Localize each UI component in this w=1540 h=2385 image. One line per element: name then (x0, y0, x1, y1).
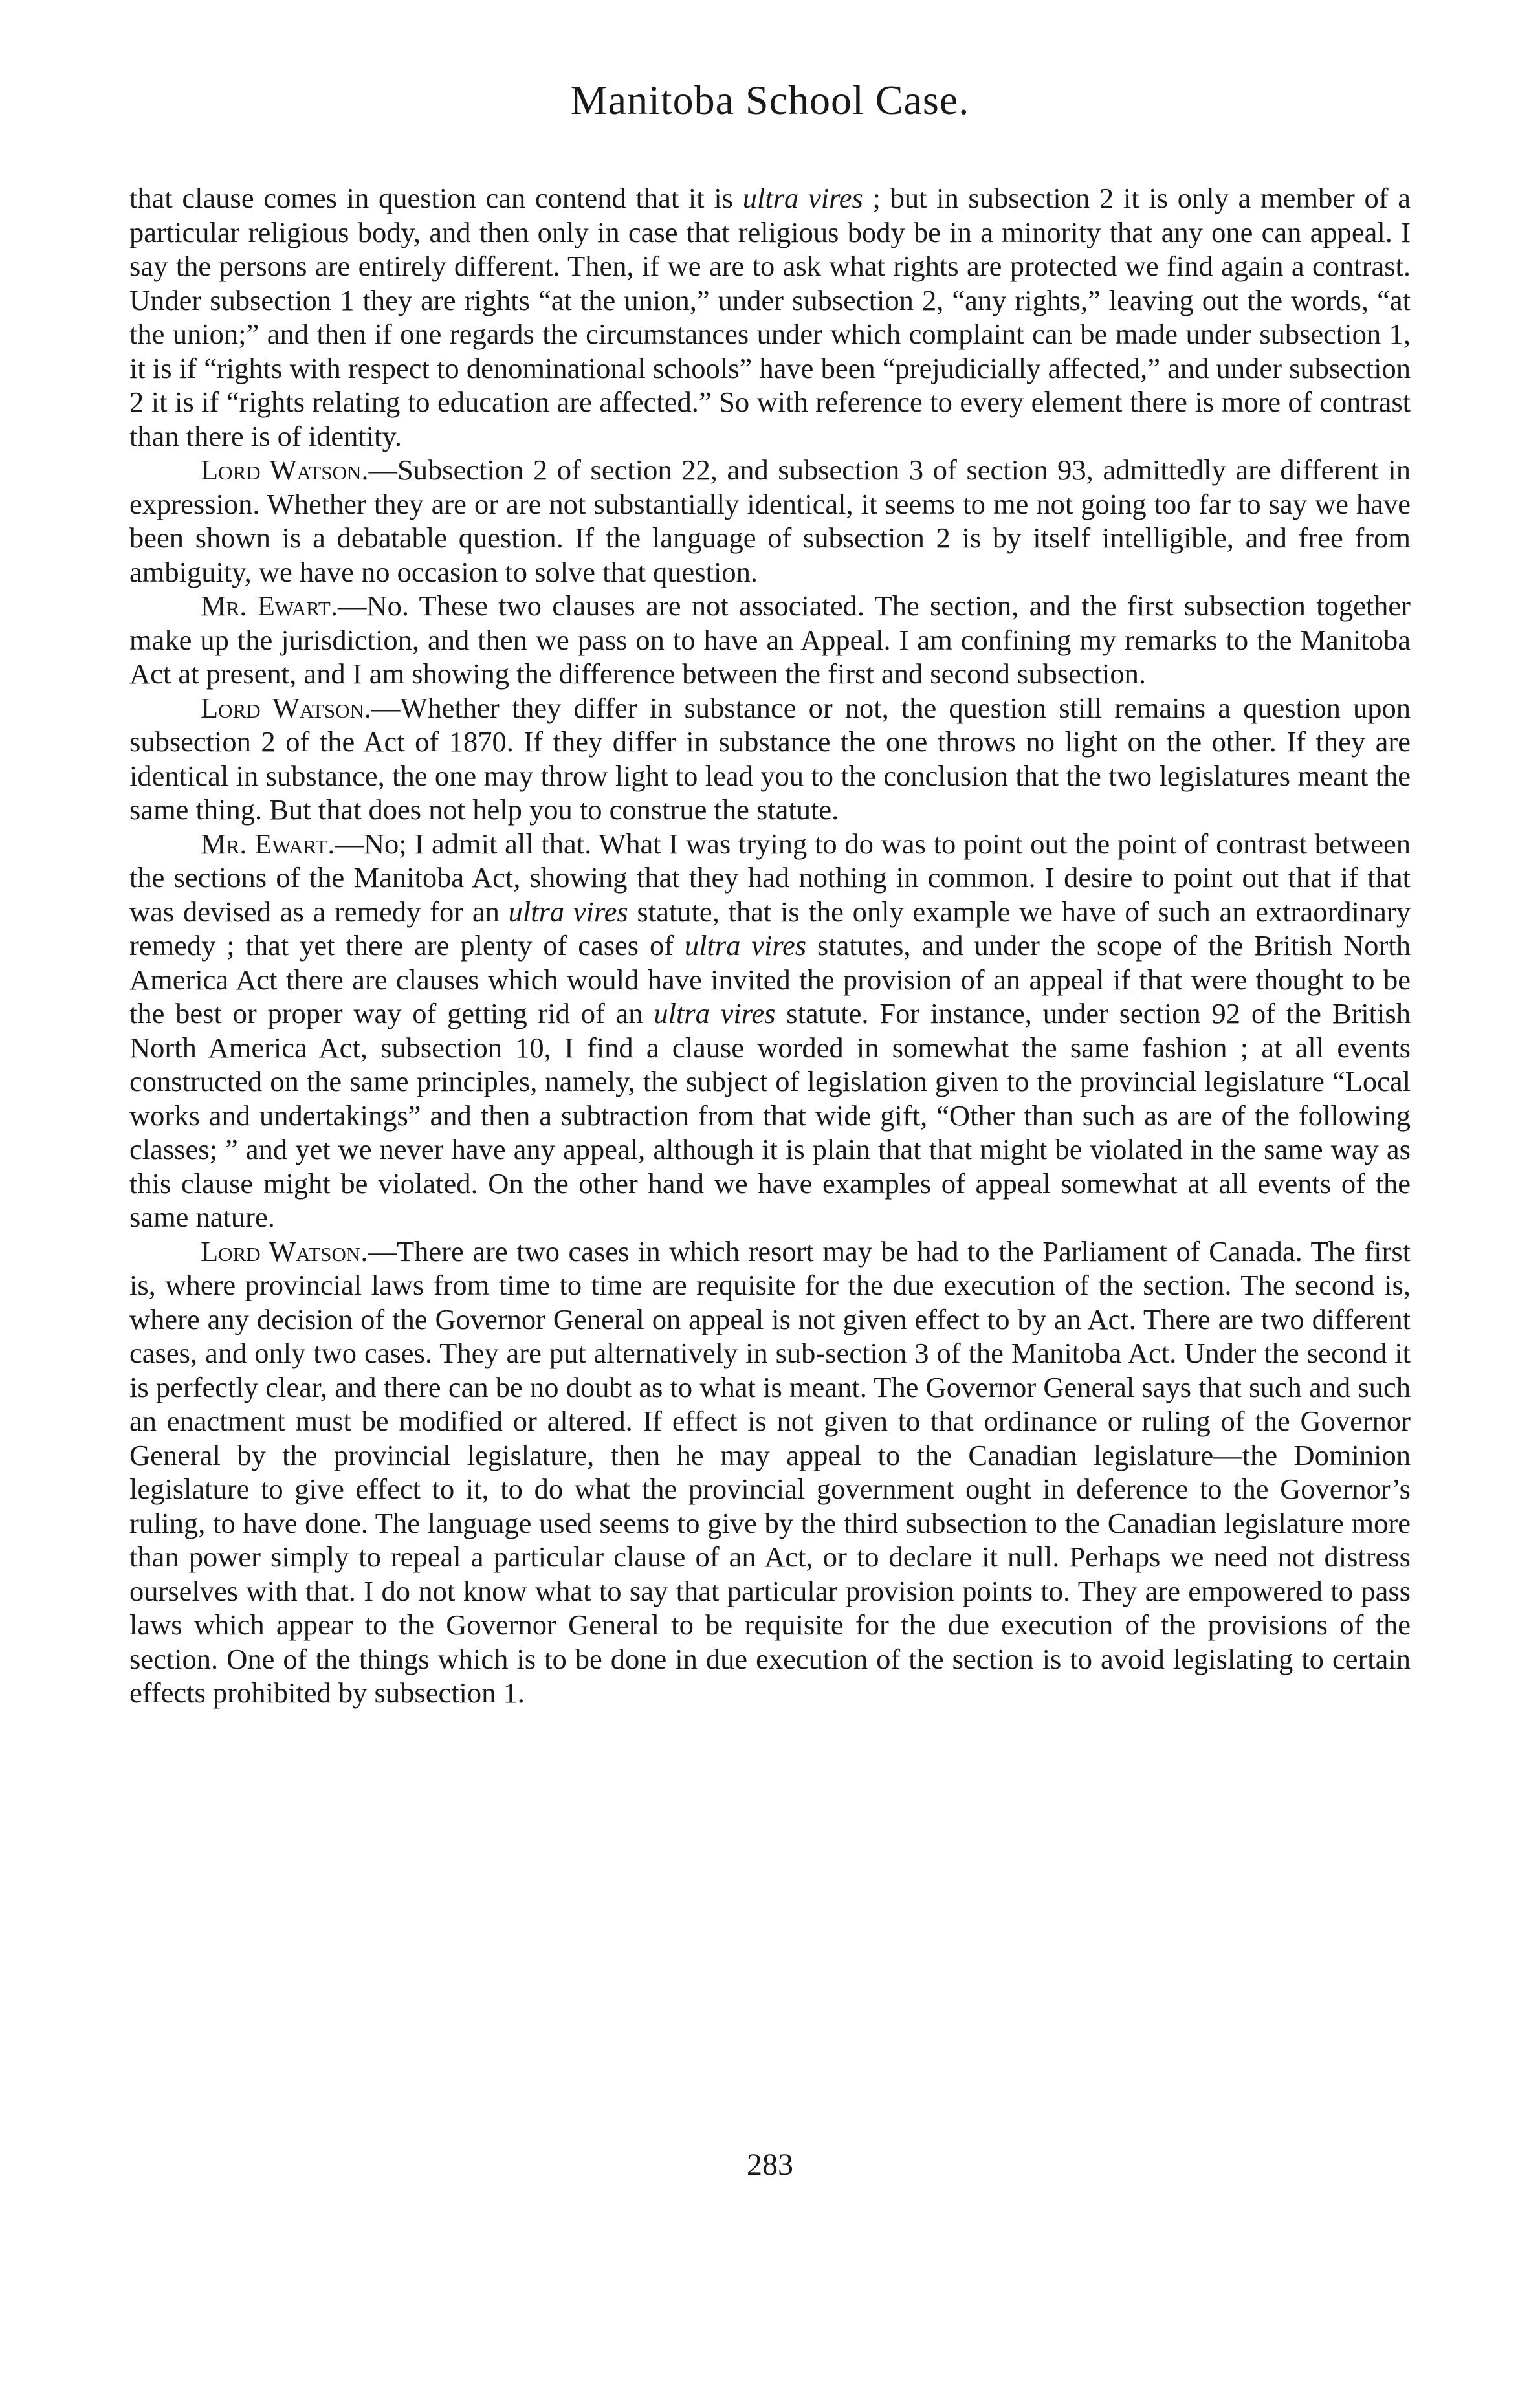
latin-phrase: ultra vires (508, 895, 628, 928)
paragraph-speech: Lord Watson.—Subsection 2 of section 22, and subsection 3 of section 93, admittedly are different in expression. Whether they are or are not substantially identical, it seems to me not going too far to say we have been shown is a debatable question. If the language of subsection 2 is by itself intelligible, and free from ambiguity, we have no occasion to solve that question. (129, 454, 1411, 588)
speaker-name: Lord Watson. (201, 454, 369, 486)
page-number: 283 (747, 2148, 793, 2182)
paragraph-continuation: that clause comes in question can contend that it is ultra vires ; but in subsection 2 it is only a member of a particular religious body, and then only in case that religious body be in a minority that any one can appeal. I say the persons are entirely different. Then, if we are to ask what rights are protected we find again a contrast. Under subsection 1 they are rights “at the union,” under subsection 2, “any rights,” leaving out the words, “at the union;” and then if one regards the circumstances under which complaint can be made under subsection 1, it is if “rights with respect to denominational schools” have been “prejudicially affected,” and under subsection 2 it is if “rights relating to education are affected.” So with reference to every element there is more of contrast than there is of identity. (129, 182, 1411, 452)
latin-phrase: ultra vires (742, 182, 863, 214)
body-text (129, 181, 1411, 1710)
paragraph-speech: Mr. Ewart.—No. These two clauses are not associated. The section, and the first subsection together make up the jurisdiction, and then we pass on to have an Appeal. I am confining my remarks to the Manitoba Act at present, and I am showing the difference between the first and second subsection. (129, 589, 1411, 690)
speech-text: No; I admit all that. What I was trying to do was to point out the point of contrast between the sections of the Manitoba Act, showing that they had nothing in common. I desire to point out that if that was devised as a remedy for an ultra vires statute, that is the only example we have of such an extraordinary remedy ; that yet there are plenty of cases of ultra vires statutes, and under the scope of the British North America Act there are clauses which would have invited the provision of an appeal if that were thought to be the best or proper way of getting rid of an ultra vires statute. For instance, under section 92 of the British North America Act, subsection 10, I find a clause worded in somewhat the same fashion ; at all events constructed on the same principles, namely, the subject of legislation given to the provincial legislature “Local works and undertakings” and then a subtraction from that wide gift, “Other than such as are of the following classes; ” and yet we never have any appeal, although it is plain that that might be violated in the same way as this clause might be violated. On the other hand we have examples of appeal somewhat at all events of the same nature. (129, 827, 1411, 1233)
paragraph-speech: Mr. Ewart.—No; I admit all that. What I was trying to do was to point out the point of contrast between the sections of the Manitoba Act, showing that they had nothing in common. I desire to point out that if that was devised as a remedy for an ultra vires statute, that is the only example we have of such an extraordinary remedy ; that yet there are plenty of cases of ultra vires statutes, and under the scope of the British North America Act there are clauses which would have invited the provision of an appeal if that were thought to be the best or proper way of getting rid of an ultra vires statute. For instance, under section 92 of the British North America Act, subsection 10, I find a clause worded in somewhat the same fashion ; at all events constructed on the same principles, namely, the subject of legislation given to the provincial legislature “Local works and undertakings” and then a subtraction from that wide gift, “Other than such as are of the following classes; ” and yet we never have any appeal, although it is plain that that might be violated in the same way as this clause might be violated. On the other hand we have examples of appeal somewhat at all events of the same nature. (129, 827, 1411, 1233)
speaker-name: Lord Watson. (201, 1235, 368, 1268)
latin-phrase: ultra vires (654, 997, 776, 1029)
speaker-name: Mr. Ewart. (201, 827, 335, 860)
speech-text: Subsection 2 of section 22, and subsection 3 of section 93, admittedly are different in expression. Whether they are or are not substantially identical, it seems to me not going too far to say we have been shown is a debatable question. If the language of subsection 2 is by itself intelligible, and free from ambiguity, we have no occasion to solve that question. (129, 454, 1411, 588)
speaker-name: Lord Watson. (201, 691, 371, 724)
paragraph-speech: Lord Watson.—Whether they differ in substance or not, the question still remains a question upon subsection 2 of the Act of 1870. If they differ in substance the one throws no light on the other. If they are identical in substance, the one may throw light to lead you to the conclusion that the two legislatures meant the same thing. But that does not help you to construe the statute. (129, 691, 1411, 826)
speaker-name: Mr. Ewart. (201, 589, 338, 622)
running-head: Manitoba School Case. (570, 77, 970, 123)
latin-phrase: ultra vires (684, 929, 807, 962)
speech-text: Whether they differ in substance or not, the question still remains a question upon subsection 2 of the Act of 1870. If they differ in substance the one throws no light on the other. If they are identical in substance, the one may throw light to lead you to the conclusion that the two legislatures meant the same thing. But that does not help you to construe the statute. (129, 691, 1411, 826)
paragraph-speech: Lord Watson.—There are two cases in which resort may be had to the Parliament of Canada. The first is, where provincial laws from time to time are requisite for the due execution of the section. The second is, where any decision of the Governor General on appeal is not given effect to by an Act. There are two different cases, and only two cases. They are put alternatively in sub-section 3 of the Manitoba Act. Under the second it is perfectly clear, and there can be no doubt as to what is meant. The Governor General says that such and such an enactment must be modified or altered. If effect is not given to that ordinance or ruling of the Governor General by the provincial legislature, then he may appeal to the Canadian legislature—the Dominion legislature to give effect to it, to do what the provincial government ought in deference to the Governor’s ruling, to have done. The language used seems to give by the third subsection to the Canadian legislature more than power simply to repeal a particular clause of an Act, or to declare it null. Perhaps we need not distress ourselves with that. I do not know what to say that particular provision points to. They are empowered to pass laws which appear to the Governor General to be requisite for the due execution of the provisions of the section. One of the things which is to be done in due execution of the section is to avoid legislating to certain effects prohibited by subsection 1. (129, 1235, 1411, 1709)
speech-text: No. These two clauses are not associated. The section, and the first subsection together make up the jurisdiction, and then we pass on to have an Appeal. I am confining my remarks to the Manitoba Act at present, and I am showing the difference between the first and second subsection. (129, 589, 1411, 690)
speech-text: There are two cases in which resort may be had to the Parliament of Canada. The first is, where provincial laws from time to time are requisite for the due execution of the section. The second is, where any decision of the Governor General on appeal is not given effect to by an Act. There are two different cases, and only two cases. They are put alternatively in sub-section 3 of the Manitoba Act. Under the second it is perfectly clear, and there can be no doubt as to what is meant. The Governor General says that such and such an enactment must be modified or altered. If effect is not given to that ordinance or ruling of the Governor General by the provincial legislature, then he may appeal to the Canadian legislature—the Dominion legislature to give effect to it, to do what the provincial government ought in deference to the Governor’s ruling, to have done. The language used seems to give by the third subsection to the Canadian legislature more than power simply to repeal a particular clause of an Act, or to declare it null. Perhaps we need not distress ourselves with that. I do not know what to say that particular provision points to. They are empowered to pass laws which appear to the Governor General to be requisite for the due execution of the provisions of the section. One of the things which is to be done in due execution of the section is to avoid legislating to certain effects prohibited by subsection 1. (129, 1235, 1411, 1709)
